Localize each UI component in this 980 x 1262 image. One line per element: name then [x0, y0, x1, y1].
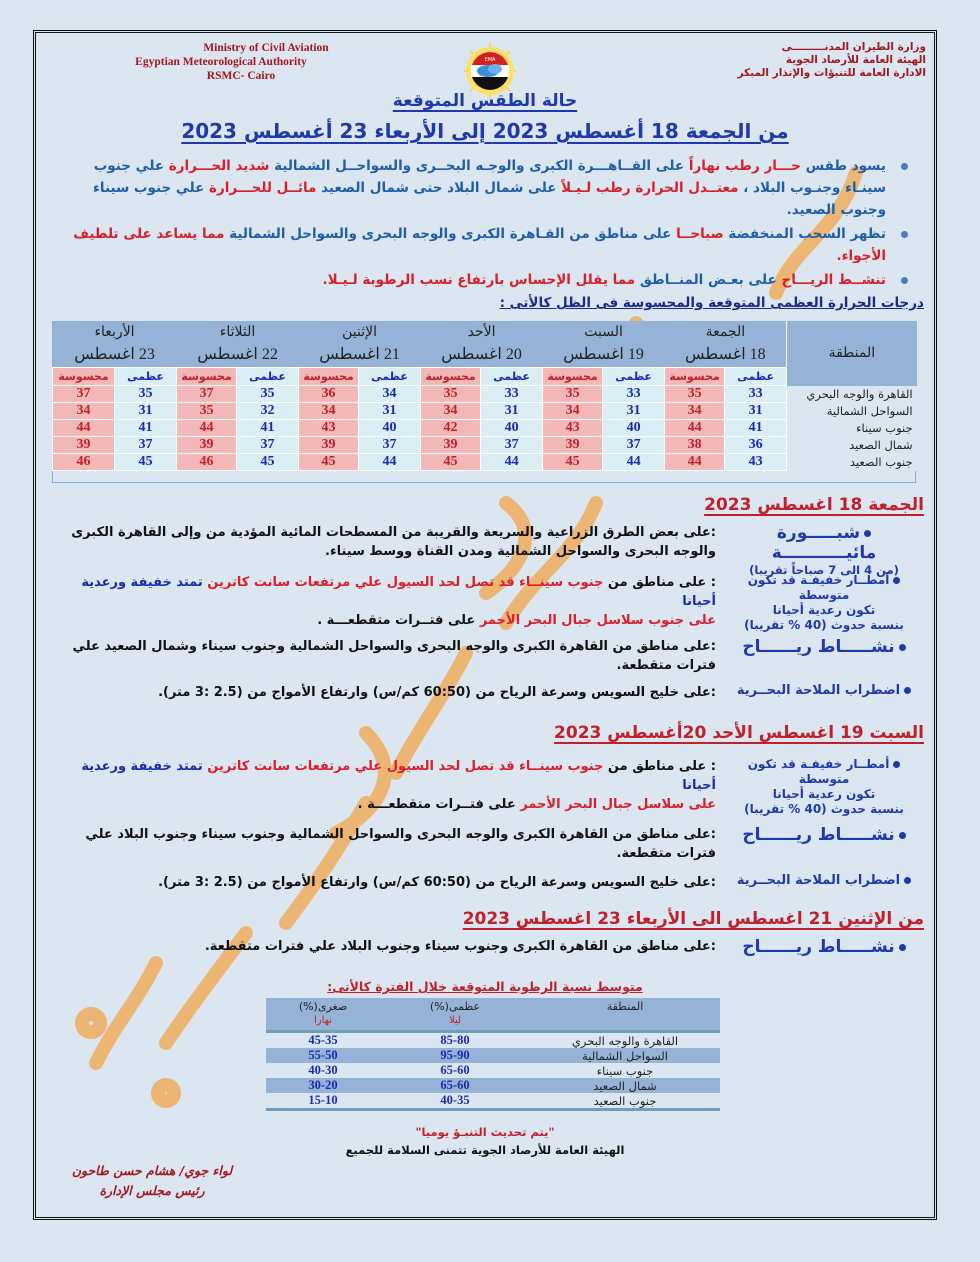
feel-temp-header: محسوسة	[665, 368, 725, 386]
rain-label: أمطــار خفيفـة قد تكون متوسطة تكون رعدية أحيانا بنسبة حدوث (40 % تقريبا)	[744, 757, 904, 816]
feel-temp-value: 34	[299, 403, 359, 420]
max-temp-value: 41	[115, 420, 177, 437]
feel-temp-value: 37	[53, 386, 115, 403]
feel-temp-value: 37	[177, 386, 237, 403]
wind-text: :على مناطق من القاهرة الكبرى والوجه البحرى والسواحل الشمالية وجنوب سيناء وشمال الصعيد علي فترات متقطعة.	[72, 639, 716, 673]
summary-bullet: تنشــط الريـــاح على بعـض المنــاطق مما يقلل الإحساس بارتفاع نسب الرطوبة لـيـلا.	[52, 269, 912, 291]
temperature-row	[53, 420, 917, 437]
page-title: حالة الطقس المتوقعة	[392, 91, 578, 111]
feel-temp-header: محسوسة	[299, 368, 359, 386]
feel-temp-value: 46	[177, 454, 237, 471]
humidity-region: جنوب سيناء	[596, 1063, 654, 1078]
max-temp-value: 36	[725, 437, 787, 454]
bullet-dot-icon	[899, 644, 906, 651]
max-temp-value: 31	[481, 403, 543, 420]
day-header: الأحد 20 اغسطس	[421, 321, 543, 368]
header-english	[96, 41, 356, 83]
humidity-row	[266, 1032, 720, 1049]
summary-bullet: يسود طقس حـــار رطب نهاراً على القــاهـــرة الكبرى والوجـه البحــرى والسواحــل الشمالية شديد الحـــرارة علي جنوب سينـاء وجنـوب البلاد ، معتــدل الحرارة رطب لـيـلاً على شمال البلاد حتى شمال الصعيد مائــل للحـــرارة علي جنوب سيناء وجنوب الصعيد.	[52, 155, 912, 221]
wind-label: نشـــــاط ريــــــاح	[724, 937, 924, 957]
max-temp-value: 37	[237, 437, 299, 454]
day-header: الأربعاء 23 اغسطس	[53, 321, 177, 368]
max-temp-value: 33	[481, 386, 543, 403]
forecast-period: من الجمعة 18 أغسطس 2023 إلى الأربعاء 23 أغسطس 2023	[181, 119, 789, 143]
max-temp-value: 44	[481, 454, 543, 471]
bullet-dot-icon	[864, 530, 871, 537]
feel-temp-value: 39	[421, 437, 481, 454]
max-temp-value: 45	[237, 454, 299, 471]
max-temp-header: عظمى	[115, 368, 177, 386]
update-note: "يتم تحديث التنبـؤ يوميا"	[415, 1125, 555, 1139]
wind-text: :على مناطق من القاهرة الكبرى وجنوب سيناء وجنوب البلاد علي فترات متقطعة.	[204, 939, 716, 954]
feel-temp-value: 44	[177, 420, 237, 437]
header-arabic	[686, 41, 926, 80]
humidity-max-value: 85-80	[440, 1033, 470, 1047]
feel-temp-value: 39	[299, 437, 359, 454]
feel-temp-header: محسوسة	[421, 368, 481, 386]
feel-temp-header: محسوسة	[53, 368, 115, 386]
max-temp-value: 33	[725, 386, 787, 403]
feel-temp-value: 44	[665, 420, 725, 437]
feel-temp-header: محسوسة	[543, 368, 603, 386]
feel-temp-value: 34	[421, 403, 481, 420]
feel-temp-value: 35	[665, 386, 725, 403]
max-temp-value: 35	[115, 386, 177, 403]
max-temp-value: 31	[359, 403, 421, 420]
sea-text: :على خليج السويس وسرعة الرياح من (60:50 كم/س) وارتفاع الأمواج من (2.5 :3 متر).	[158, 685, 716, 700]
max-temp-value: 45	[115, 454, 177, 471]
wind-text: :على مناطق من القاهرة الكبرى والوجه البحرى والسواحل الشمالية وجنوب سيناء وجنوب البلاد علي فترات متقطعة.	[85, 827, 716, 861]
rain-text: : على مناطق من جنوب سينــاء قد تصل لحد السيول علي مرتفعات سانت كاترين تمتد خفيفة ورعدية أحيانا على جنوب سلاسل جبال البحر الأحمر على فتــرات متقطعـــة .	[81, 575, 716, 628]
max-temp-value: 35	[237, 386, 299, 403]
max-temp-value: 41	[725, 420, 787, 437]
max-temp-header: عظمى	[481, 368, 543, 386]
humidity-region: القاهرة والوجه البحري	[571, 1033, 679, 1048]
max-temp-header: عظمى	[237, 368, 299, 386]
temperature-row	[53, 403, 917, 420]
signature	[52, 1161, 252, 1201]
bullet-dot-icon	[893, 761, 900, 768]
feel-temp-value: 44	[53, 420, 115, 437]
max-temp-header: عظمى	[725, 368, 787, 386]
temperature-row	[53, 437, 917, 454]
humidity-region: جنوب الصعيد	[593, 1093, 657, 1108]
temperature-row	[53, 386, 917, 403]
region-name: جنوب سيناء	[787, 420, 917, 437]
humidity-row	[266, 1078, 720, 1093]
section-title-sat-sun: السبت 19 اغسطس الأحد 20أغسطس 2023	[554, 723, 924, 743]
humidity-max-value: 65-60	[440, 1063, 470, 1077]
max-temp-value: 40	[359, 420, 421, 437]
feel-temp-value: 39	[177, 437, 237, 454]
feel-temp-value: 34	[53, 403, 115, 420]
max-temp-value: 37	[359, 437, 421, 454]
feel-temp-value: 45	[543, 454, 603, 471]
feel-temp-value: 39	[53, 437, 115, 454]
signature-name: لواء جوي/ هشام حسن طاحون	[71, 1163, 233, 1178]
humidity-max-value: 65-60	[380, 1078, 530, 1093]
feel-temp-value: 35	[543, 386, 603, 403]
max-temp-value: 32	[237, 403, 299, 420]
max-temp-value: 43	[725, 454, 787, 471]
max-temp-value: 37	[115, 437, 177, 454]
day-header: السبت 19 اغسطس	[543, 321, 665, 368]
humidity-row	[266, 1093, 720, 1110]
feel-temp-value: 35	[177, 403, 237, 420]
safety-wish: الهيئة العامة للأرصاد الجوية تتمنى السلامة للجميع	[345, 1143, 625, 1157]
center-name: RSMC- Cairo	[206, 70, 276, 82]
bullet-dot-icon	[904, 877, 911, 884]
feel-temp-value: 46	[53, 454, 115, 471]
feel-temp-value: 39	[543, 437, 603, 454]
bullet-dot-icon	[899, 944, 906, 951]
bullet-dot-icon	[904, 687, 911, 694]
humidity-max-header: عظمى(%) ليلا	[380, 998, 530, 1032]
humidity-min-value: 30-20	[266, 1078, 380, 1093]
temperature-row	[53, 454, 917, 471]
fog-label: شبـــــورة مائيـــــــــــة (من 4 الى 7 صباحاً تقريبا)	[749, 523, 899, 577]
feel-temp-value: 34	[665, 403, 725, 420]
region-name: شمال الصعيد	[787, 437, 917, 454]
summary-bullets	[52, 155, 912, 293]
humidity-min-value: 45-35	[308, 1033, 338, 1047]
humidity-min-value: 40-30	[308, 1063, 338, 1077]
feel-temp-value: 42	[421, 420, 481, 437]
svg-text:EMA: EMA	[484, 57, 496, 63]
max-temp-value: 37	[603, 437, 665, 454]
feel-temp-value: 43	[543, 420, 603, 437]
day-header: الإثنين 21 اغسطس	[299, 321, 421, 368]
max-temp-value: 37	[481, 437, 543, 454]
rain-label: أمطــار خفيفـة قد تكون متوسطة تكون رعدية أحيانا بنسبة حدوث (40 % تقريبا)	[744, 573, 904, 632]
summary-bullet: تظهر السحب المنخفضة صباحــا على مناطق من القـاهرة الكبرى والوجه البحرى والسواحل الشمالية مما يساعد على تلطيف الأجواء.	[52, 223, 912, 267]
humidity-min-value: 15-10	[308, 1093, 338, 1107]
section-title-friday: الجمعة 18 اغسطس 2023	[704, 495, 924, 515]
max-temp-value: 41	[237, 420, 299, 437]
humidity-table	[266, 998, 720, 1111]
feel-temp-value: 45	[299, 454, 359, 471]
temperature-table	[52, 321, 917, 471]
max-temp-header: عظمى	[603, 368, 665, 386]
department-name-ar: الادارة العامة للتنبؤات والإنذار المبكر	[737, 67, 926, 79]
region-header: المنطقة	[787, 321, 917, 386]
feel-temp-value: 44	[665, 454, 725, 471]
humidity-table-title: متوسط نسبة الرطوبة المتوقعة خلال الفترة كالأتى:	[327, 979, 643, 994]
feel-temp-value: 38	[665, 437, 725, 454]
feel-temp-value: 35	[421, 386, 481, 403]
humidity-max-value: 40-35	[440, 1093, 470, 1107]
temperature-table-title: درجات الحرارة العظمى المتوقعة والمحسوسة فى الظل كالأتى :	[499, 295, 924, 311]
authority-name: Egyptian Meteorological Authority	[135, 56, 307, 68]
max-temp-value: 44	[359, 454, 421, 471]
day-header: الثلاثاء 22 اغسطس	[177, 321, 299, 368]
humidity-region: شمال الصعيد	[530, 1078, 720, 1093]
max-temp-value: 31	[603, 403, 665, 420]
feel-temp-value: 36	[299, 386, 359, 403]
max-temp-value: 33	[603, 386, 665, 403]
sea-label: اضطراب الملاحة البحــرية	[724, 873, 924, 888]
max-temp-header: عظمى	[359, 368, 421, 386]
humidity-region-header: المنطقة	[530, 998, 720, 1032]
max-temp-value: 31	[115, 403, 177, 420]
region-name: السواحل الشمالية	[787, 403, 917, 420]
humidity-max-value: 95-90	[380, 1048, 530, 1063]
sea-label: اضطراب الملاحة البحــرية	[724, 683, 924, 698]
fog-text: :على بعض الطرق الزراعية والسريعة والقريبة من المسطحات المائية المؤدية من وإلى القاهرة الكبرى والوجه البحرى والسواحل الشمالية ومدن القناة ووسط سيناء.	[71, 525, 716, 559]
rain-text: : على مناطق من جنوب سينــاء قد تصل لحد السيول علي مرتفعات سانت كاترين تمتد خفيفة ورعدية أحيانا على سلاسل جبال البحر الأحمر على فتــرات متقطعـــة .	[81, 759, 716, 812]
wind-label: نشـــــاط ريــــــاح	[724, 825, 924, 845]
ministry-name-ar: وزارة الطيران المدنـــــــــى	[781, 41, 926, 53]
authority-name-ar: الهيئة العامة للأرصاد الجوية	[785, 54, 926, 66]
region-name: القاهرة والوجه البحري	[787, 386, 917, 403]
region-name: جنوب الصعيد	[787, 454, 917, 471]
bullet-dot-icon	[893, 577, 900, 584]
feel-temp-value: 43	[299, 420, 359, 437]
max-temp-value: 40	[603, 420, 665, 437]
signature-title: رئيس مجلس الإدارة	[99, 1183, 205, 1198]
humidity-min-value: 55-50	[266, 1048, 380, 1063]
day-header: الجمعة 18 اغسطس	[665, 321, 787, 368]
feel-temp-header: محسوسة	[177, 368, 237, 386]
max-temp-value: 34	[359, 386, 421, 403]
humidity-region: السواحل الشمالية	[530, 1048, 720, 1063]
feel-temp-value: 34	[543, 403, 603, 420]
section-title-mon-wed: من الإثنين 21 اغسطس الى الأربعاء 23 اغسطس 2023	[462, 909, 924, 929]
document-frame	[33, 30, 937, 1220]
max-temp-value: 44	[603, 454, 665, 471]
humidity-row	[266, 1063, 720, 1078]
ministry-name: Ministry of Civil Aviation	[203, 42, 329, 54]
sea-text: :على خليج السويس وسرعة الرياح من (60:50 كم/س) وارتفاع الأمواج من (2.5 :3 متر).	[158, 875, 716, 890]
humidity-min-header: صغرى(%) نهارا	[266, 998, 380, 1032]
max-temp-value: 31	[725, 403, 787, 420]
wind-label: نشـــــاط ريــــــاح	[724, 637, 924, 657]
feel-temp-value: 45	[421, 454, 481, 471]
humidity-row	[266, 1048, 720, 1063]
max-temp-value: 40	[481, 420, 543, 437]
bullet-dot-icon	[899, 832, 906, 839]
